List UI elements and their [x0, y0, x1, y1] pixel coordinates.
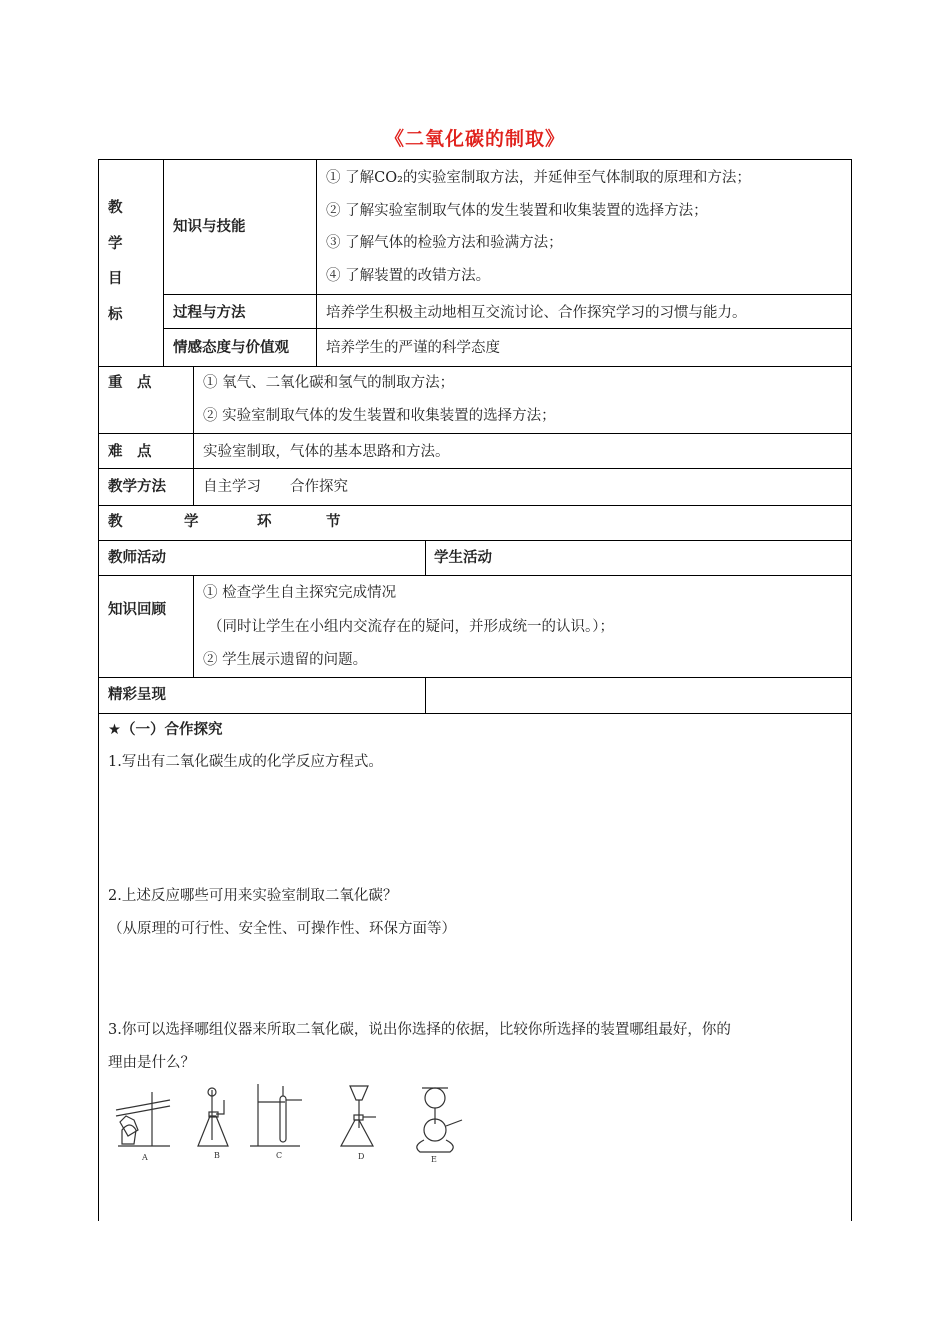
objectives-label-char: 标	[108, 307, 123, 323]
apparatus-e-icon	[417, 1088, 462, 1152]
apparatus-figure	[110, 1080, 490, 1165]
key-point-item: ① 氧气、二氧化碳和氢气的制取方法；	[203, 375, 455, 391]
objectives-label-char: 教	[108, 200, 123, 216]
grid-line	[98, 366, 852, 367]
apparatus-label-b: B	[214, 1151, 220, 1160]
apparatus-label-e: E	[431, 1155, 437, 1164]
teaching-steps-char: 节	[326, 514, 341, 530]
grid-line	[98, 433, 852, 434]
apparatus-label-a: A	[142, 1153, 148, 1162]
grid-line	[98, 575, 852, 576]
grid-line	[98, 540, 852, 541]
teaching-method-text: 自主学习 合作探究	[203, 479, 348, 495]
key-points-label: 重 点	[108, 375, 152, 391]
grid-line	[163, 159, 164, 367]
teaching-method-label: 教学方法	[108, 479, 166, 495]
grid-line	[163, 294, 852, 295]
review-label: 知识回顾	[108, 602, 166, 618]
table-border-left	[98, 159, 99, 1221]
page-title: 《二氧化碳的制取》	[384, 128, 565, 150]
knowledge-item: ② 了解实验室制取气体的发生装置和收集装置的选择方法；	[326, 203, 708, 219]
question-1: 1.写出有二氧化碳生成的化学反应方程式。	[108, 754, 383, 770]
grid-line	[425, 677, 426, 713]
teaching-steps-char: 教	[108, 514, 123, 530]
knowledge-item: ① 了解CO₂的实验室制取方法，并延伸至气体制取的原理和方法；	[326, 170, 751, 186]
difficult-points-label: 难 点	[108, 444, 152, 460]
table-border-right	[851, 159, 852, 1221]
table-border-top	[98, 159, 852, 160]
objectives-label-char: 学	[108, 236, 123, 252]
question-3-line2: 理由是什么？	[108, 1055, 195, 1071]
grid-line	[193, 575, 194, 677]
cooperative-heading: ★（一）合作探究	[108, 722, 223, 738]
knowledge-item: ④ 了解装置的改错方法。	[326, 268, 491, 284]
apparatus-label-c: C	[276, 1151, 283, 1160]
grid-line	[193, 366, 194, 506]
process-label: 过程与方法	[173, 305, 246, 321]
grid-line	[163, 328, 852, 329]
review-item: ② 学生展示遗留的问题。	[203, 652, 368, 668]
grid-line	[98, 505, 852, 506]
teaching-steps-char: 环	[257, 514, 272, 530]
knowledge-label: 知识与技能	[173, 219, 246, 235]
knowledge-item: ③ 了解气体的检验方法和验满方法；	[326, 235, 563, 251]
key-point-item: ② 实验室制取气体的发生装置和收集装置的选择方法；	[203, 408, 556, 424]
showcase-label: 精彩呈现	[108, 687, 166, 703]
apparatus-a-icon	[116, 1092, 170, 1146]
review-item: ① 检查学生自主探究完成情况	[203, 585, 397, 601]
review-item: （同时让学生在小组内交流存在的疑问，并形成统一的认识。）；	[208, 619, 614, 635]
apparatus-b-icon	[198, 1088, 228, 1146]
question-2: 2.上述反应哪些可用来实验室制取二氧化碳？	[108, 888, 398, 904]
grid-line	[98, 677, 852, 678]
objectives-label-char: 目	[108, 271, 123, 287]
attitude-text: 培养学生的严谨的科学态度	[326, 340, 500, 356]
grid-line	[425, 540, 426, 575]
apparatus-c-icon	[250, 1084, 302, 1146]
question-2-hint: （从原理的可行性、安全性、可操作性、环保方面等）	[108, 921, 456, 937]
teaching-steps-char: 学	[184, 514, 199, 530]
grid-line	[98, 713, 852, 714]
teacher-activity-label: 教师活动	[108, 550, 166, 566]
student-activity-label: 学生活动	[434, 550, 492, 566]
process-text: 培养学生积极主动地相互交流讨论、合作探究学习的习惯与能力。	[326, 305, 747, 321]
question-3-line1: 3.你可以选择哪组仪器来所取二氧化碳，说出你选择的依据，比较你所选择的装置哪组最好，你的	[108, 1022, 731, 1038]
apparatus-label-d: D	[358, 1152, 365, 1161]
grid-line	[98, 468, 852, 469]
attitude-label: 情感态度与价值观	[173, 340, 289, 356]
difficult-points-text: 实验室制取，气体的基本思路和方法。	[203, 444, 450, 460]
grid-line	[316, 159, 317, 367]
apparatus-d-icon	[341, 1086, 376, 1146]
